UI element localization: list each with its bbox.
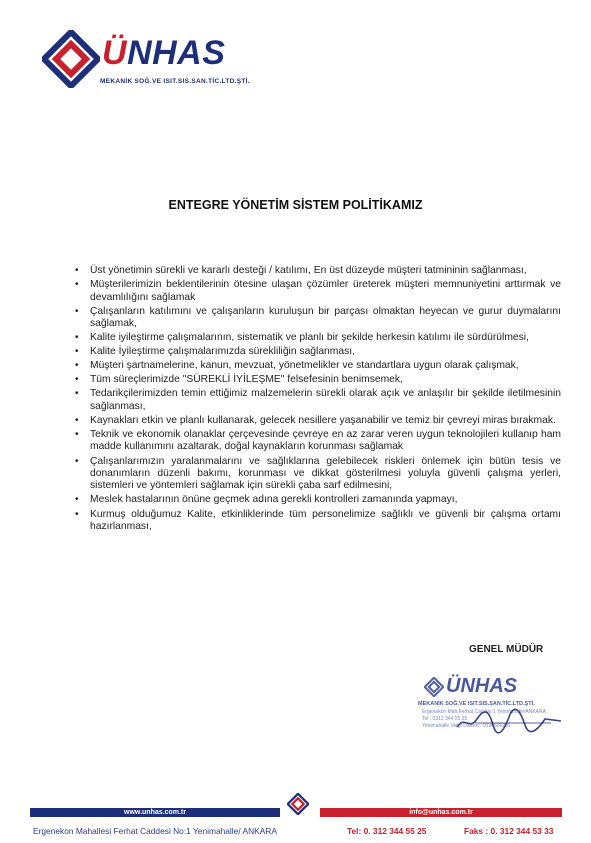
logo-wordmark xyxy=(102,34,225,73)
list-item-text: Teknik ve ekonomik olanaklar çerçevesinde çevreye en az zarar veren uygun teknolojileri kullanıp ham madde kullanımını azaltarak, doğal kaynakların korunması sağlamak xyxy=(90,429,561,453)
list-item xyxy=(75,456,561,493)
list-item-text: Müşterilerimizin beklentilerinin ötesine ulaşan çözümler üreterek müşteri memnuniyetini arttırmak ve devamlılığını sağlamak xyxy=(90,279,561,303)
list-item xyxy=(75,346,561,358)
list-item xyxy=(75,306,561,331)
policy-list xyxy=(75,265,561,535)
list-item xyxy=(75,265,561,277)
bullet: • xyxy=(75,305,79,317)
list-item-text: Kurmuş olduğumuz Kalite, etkinliklerinde tüm personelimize sağlıklı ve güvenli bir çalışma ortamı hazırlanması, xyxy=(90,508,561,532)
bullet: • xyxy=(75,360,79,372)
stamp-company-name: ÜNHAS xyxy=(446,675,518,697)
bullet: • xyxy=(75,279,79,291)
list-item-text: Tedarikçilerimizden temin ettiğimiz malzemelerin sürekli olarak açık ve anlaşılır bir şekilde iletilmesinin sağlanması, xyxy=(90,388,561,412)
list-item xyxy=(75,332,561,344)
list-item xyxy=(75,360,561,372)
bullet: • xyxy=(75,455,79,467)
document-title: ENTEGRE YÖNETİM SİSTEM POLİTİKAMIZ xyxy=(168,198,423,212)
list-item xyxy=(75,509,561,534)
stamp-tel: Tel : 0312 344 55 25 xyxy=(422,716,468,722)
bullet: • xyxy=(75,508,79,520)
stamp-company-full: MEKANİK SOĞ.VE ISIT.SIS.SAN.TİC.LTD.ŞTİ. xyxy=(418,701,535,707)
handwritten-signature xyxy=(455,707,565,735)
list-item-text: Meslek hastalarının önüne geçmek adına gerekli kontrolleri zamanında yapmayı, xyxy=(90,494,458,506)
list-item-text: Müşteri şartnamelerine, kanun, mevzuat, yönetmelikler ve standartlara uygun olarak çalışmak, xyxy=(90,360,519,372)
bullet: • xyxy=(75,388,79,400)
list-item xyxy=(75,429,561,454)
footer-web-band xyxy=(30,808,280,817)
stamp-address: Ergenekon Mah.Ferhat Cad.No:1 Yenimahalle/ANKARA xyxy=(422,709,546,715)
unhas-logo-icon xyxy=(42,30,100,88)
signatory-title: GENEL MÜDÜR xyxy=(469,644,544,655)
list-item-text: Çalışanlarımızın yaralanmalarını ve sağlıklarına gelebilecek riskleri önlemek için bütün tesis ve donanımların düzenli bakımı, korunması ve dikkat gösterilmesi yoluyla güvenli çalışma yerleri, sistemleri ve yöntemleri sağlamak için sürekli çaba sarf edilmesini, xyxy=(90,455,561,492)
list-item xyxy=(75,374,561,386)
bullet: • xyxy=(75,494,79,506)
stamp-tax: Yenimahalle Vergi Dairesi : 9130586291 xyxy=(422,723,511,729)
footer-email-link[interactable]: info@unhas.com.tr xyxy=(409,809,473,816)
bullet: • xyxy=(75,346,79,358)
logo-wordmark-prefix: Ü xyxy=(102,34,128,72)
list-item-text: Kaynakları etkin ve planlı kullanarak, gelecek nesillere yaşanabilir ve temiz bir çevreyi miras bırakmak. xyxy=(90,414,556,426)
logo-wordmark-rest: NHAS xyxy=(127,34,226,72)
list-item-text: Üst yönetimin sürekli ve kararlı desteği / katılımı, En üst düzeyde müşteri tatmininin sağlanması, xyxy=(90,265,527,276)
list-item-text: Kalite iyileştirme çalışmalarının, sistematik ve planlı bir şekilde herkesin katılımı ile sürdürülmesi, xyxy=(90,332,529,344)
bullet: • xyxy=(75,332,79,344)
list-item-text: Çalışanların katılımını ve çalışanların kuruluşun bir parçası olmaktan heyecan ve gurur duymalarını sağlamak, xyxy=(90,305,561,329)
list-item xyxy=(75,494,561,506)
bullet: • xyxy=(75,429,79,441)
footer-address: Ergenekon Mahallesi Ferhat Caddesi No:1 Yenimahalle/ ANKARA xyxy=(33,826,277,836)
bullet: • xyxy=(75,374,79,386)
bullet: • xyxy=(75,265,79,276)
list-item-text: Tüm süreçlerimizde "SÜREKLİ İYİLEŞME" felsefesinin benimsemek, xyxy=(90,374,403,386)
list-item xyxy=(75,388,561,413)
list-item xyxy=(75,415,561,427)
footer-logo-icon xyxy=(287,793,309,815)
stamp-logo-icon xyxy=(424,677,444,697)
footer-phone: Tel: 0. 312 344 55 25 xyxy=(347,826,427,836)
bullet: • xyxy=(75,414,79,426)
footer-fax: Faks : 0. 312 344 53 33 xyxy=(464,826,554,836)
footer-email-band xyxy=(320,808,562,817)
list-item xyxy=(75,279,561,304)
footer-website-link[interactable]: www.unhas.com.tr xyxy=(124,809,186,816)
logo-company-name: MEKANİK SOĞ.VE ISIT.SIS.SAN.TİC.LTD.ŞTİ. xyxy=(100,78,250,85)
list-item-text: Kalite İyileştirme çalışmalarımızda sürekliliğin sağlanması, xyxy=(90,346,355,358)
company-logo xyxy=(42,30,262,100)
